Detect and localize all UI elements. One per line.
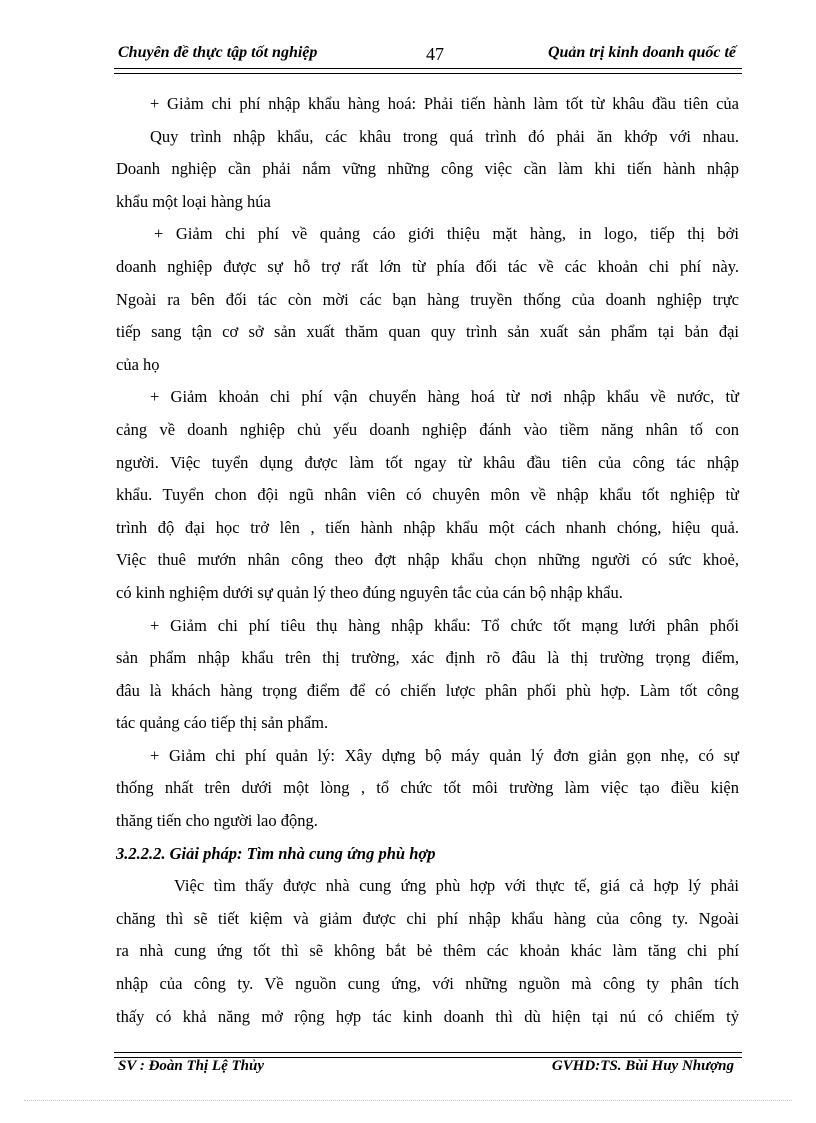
text-line: Doanh nghiệp cần phải nắm vững những công việc cần làm khi tiến hành nhập [116, 159, 739, 179]
page-edge-divider [24, 1100, 792, 1101]
header-report-title: Chuyên đề thực tập tốt nghiệp [118, 44, 318, 61]
text-line: của họ [116, 354, 160, 374]
header-divider [114, 68, 742, 74]
text-line: Việc tìm thấy được nhà cung ứng phù hợp với thực tế, giá cả hợp lý phải [174, 876, 739, 896]
text-line: thấy có khả năng mở rộng hợp tác kinh doanh thì dù hiện tại nú có chiếm tỷ [116, 1006, 739, 1026]
text-line: ra nhà cung ứng tốt thì sẽ không bắt bẻ thêm các khoản khác làm tăng chi phí [116, 941, 739, 961]
text-line: nhập của công ty. Về nguồn cung ứng, với những nguồn mà công ty phân tích [116, 974, 739, 994]
text-line: khẩu một loại hàng húa [116, 191, 271, 211]
footer-advisor-name: GVHD:TS. Bùi Huy Nhượng [551, 1058, 734, 1074]
text-line: tác quảng cáo tiếp thị sản phẩm. [116, 713, 329, 733]
header-subject: Quản trị kinh doanh quốc tế [547, 44, 736, 61]
text-line: cảng về doanh nghiệp chủ yếu doanh nghiệp đánh vào tiềm năng nhân tố con [116, 419, 739, 439]
text-line: chăng thì sẽ tiết kiệm và giảm được chi phí nhập khẩu hàng của công ty. Ngoài [116, 908, 739, 928]
text-line: + Giảm chi phí tiêu thụ hàng nhập khẩu: Tổ chức tốt mạng lưới phân phối [150, 615, 739, 635]
text-line: + Giảm khoản chi phí vận chuyển hàng hoá từ nơi nhập khẩu về nước, từ [150, 387, 739, 407]
text-line: sản phẩm nhập khẩu trên thị trường, xác định rõ đâu là thị trường trọng điểm, [116, 648, 739, 668]
text-line: khẩu. Tuyển chon đội ngũ nhân viên có chuyên môn về nhập khẩu tốt nghiệp từ [116, 485, 739, 505]
text-line: Việc thuê mướn nhân công theo đợt nhập khẩu chọn những người có sức khoẻ, [116, 550, 739, 570]
text-line: + Giảm chi phí nhập khẩu hàng hoá: Phải tiến hành làm tốt từ khâu đầu tiên của [150, 94, 739, 113]
text-line: + Giảm chi phí quản lý: Xây dựng bộ máy quản lý đơn giản gọn nhẹ, có sự [150, 745, 739, 765]
footer-student-name: SV : Đoàn Thị Lệ Thủy [118, 1058, 264, 1074]
text-line: trình độ đại học trở lên , tiến hành nhập khẩu một cách nhanh chóng, hiệu quả. [116, 517, 739, 537]
text-line: đâu là khách hàng trọng điểm để có chiến lược phân phối phù hợp. Làm tốt công [116, 680, 739, 700]
page-footer [118, 1058, 740, 1082]
text-line: Ngoài ra bên đối tác còn mời các bạn hàng truyền thống của doanh nghiệp trực [116, 289, 739, 309]
page-header [118, 44, 740, 68]
text-line: doanh nghiệp được sự hỗ trợ rất lớn từ phía đối tác về các khoản chi phí này. [116, 256, 739, 276]
text-line: có kinh nghiệm dưới sự quản lý theo đúng nguyên tắc của cán bộ nhập khẩu. [116, 582, 623, 602]
text-line: người. Việc tuyển dụng được làm tốt ngay từ khâu đầu tiên của công tác nhập [116, 452, 739, 472]
text-line: thăng tiến cho người lao động. [116, 811, 318, 831]
section-heading: 3.2.2.2. Giải pháp: Tìm nhà cung ứng phù hợp [116, 843, 436, 863]
text-line: + Giảm chi phí về quảng cáo giới thiệu mặt hàng, in logo, tiếp thị bởi [154, 224, 739, 244]
body-text [116, 88, 739, 1033]
text-line: tiếp sang tận cơ sở sản xuất thăm quan quy trình sản xuất sản phẩm tại bản đại [116, 322, 739, 342]
text-line: thống nhất trên dưới một lòng , tổ chức tốt môi trường làm việc tạo điều kiện [116, 778, 739, 798]
page-number: 47 [426, 44, 444, 64]
text-line: Quy trình nhập khẩu, các khâu trong quá trình đó phải ăn khớp với nhau. [150, 126, 739, 146]
